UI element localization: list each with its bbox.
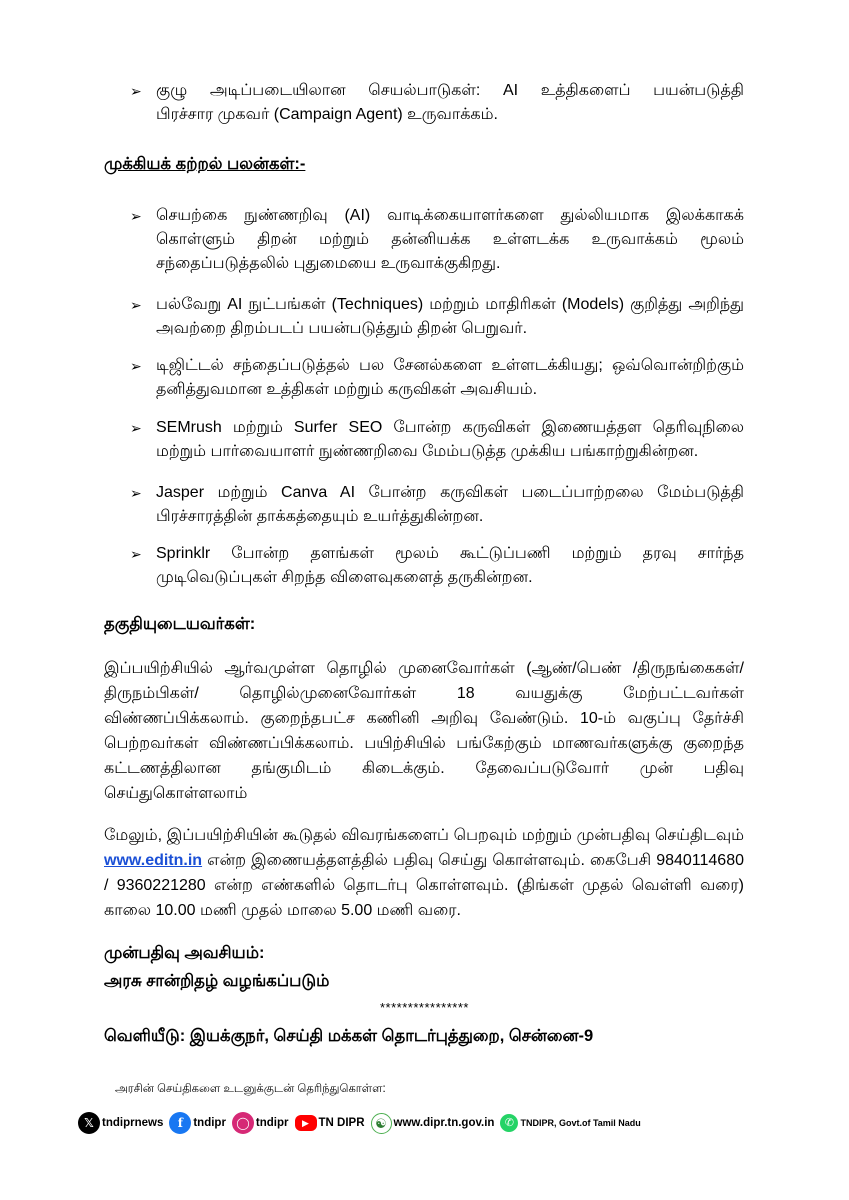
- whatsapp-link[interactable]: ✆ TNDIPR, Govt.of Tamil Nadu: [500, 1114, 640, 1132]
- bullet-text: குழு அடிப்படையிலான செயல்பாடுகள்: AI உத்திகளைப் பயன்படுத்தி பிரச்சார முகவர் (Campaign Agent) உருவாக்கம்.: [156, 82, 744, 123]
- certificate-note: அரசு சான்றிதழ் வழங்கப்படும்: [104, 972, 330, 990]
- team-activity-bullet: [130, 79, 744, 127]
- facebook-icon: f: [169, 1112, 191, 1134]
- release-line: வெளியீடு: இயக்குநர், செய்தி மக்கள் தொடர்புத்துறை, சென்னை-9: [104, 1027, 594, 1045]
- website-link[interactable]: www.editn.in: [104, 852, 203, 869]
- benefit-item-4: ➢ SEMrush மற்றும் Surfer SEO போன்ற கருவிகள் இணையத்தள தெரிவுநிலை மற்றும் பார்வையாளர் நுண்ணறிவை மேம்படுத்த முக்கிய பங்காற்றுகின்றன.: [130, 416, 744, 464]
- eligibility-paragraph: இப்பயிற்சியில் ஆர்வமுள்ள தொழில் முனைவோர்கள் (ஆண்/பெண் /திருநங்கைகள்/ திருநம்பிகள்/ தொழில்முனைவோர்கள் 18 வயதுக்கு மேற்பட்டவர்கள் விண்ணப்பிக்கலாம். குறைந்தபட்ச கணினி அறிவு வேண்டும். 10-ம் வகுப்பு தேர்ச்சி பெற்றவர்கள் விண்ணப்பிக்கலாம். பயிற்சியில் பங்கேற்கும் மாணவர்களுக்கு குறைந்த கட்டணத்திலான தங்குமிடம் கிடைக்கும். தேவைப்படுவோர் முன் பதிவு செய்துகொள்ளலாம்: [104, 660, 744, 802]
- benefit-item-3: ➢ டிஜிட்டல் சந்தைப்படுத்தல் பல சேனல்களை உள்ளடக்கியது; ஒவ்வொன்றிற்கும் தனித்துவமான உத்திகள் மற்றும் கருவிகள் அவசியம்.: [130, 354, 744, 402]
- youtube-icon: ▶: [295, 1115, 317, 1131]
- contact-paragraph: மேலும், இப்பயிற்சியின் கூடுதல் விவரங்களைப் பெறவும் மற்றும் முன்பதிவு செய்திடவும் www.editn.in என்ற இணையத்தளத்தில் பதிவு செய்து கொள்ளவும். கைபேசி 9840114680 / 9360221280 என்ற எண்களில் தொடர்பு கொள்ளவும். (திங்கள் முதல் வெள்ளி வரை) காலை 10.00 மணி முதல் மாலை 5.00 மணி வரை.: [104, 827, 744, 919]
- benefits-heading: முக்கியக் கற்றல் பலன்கள்:-: [104, 155, 306, 173]
- eligibility-heading: தகுதியுடையவர்கள்:: [104, 615, 256, 633]
- website-footer-link[interactable]: ☯ www.dipr.tn.gov.in: [371, 1113, 495, 1134]
- arrow-bullet-icon: ➢: [130, 208, 142, 224]
- arrow-bullet-icon: ➢: [130, 546, 142, 562]
- prereg-heading: முன்பதிவு அவசியம்:: [104, 944, 265, 962]
- social-links-bar: [78, 1111, 647, 1135]
- facebook-link[interactable]: f tndipr: [169, 1112, 226, 1134]
- x-logo-icon: 𝕏: [78, 1112, 100, 1134]
- instagram-link[interactable]: ◯ tndipr: [232, 1112, 289, 1134]
- instagram-icon: ◯: [232, 1112, 254, 1134]
- arrow-bullet-icon: ➢: [130, 485, 142, 501]
- x-link[interactable]: 𝕏 tndiprnews: [78, 1112, 163, 1134]
- whatsapp-icon: ✆: [500, 1114, 518, 1132]
- benefit-item-5: ➢ Jasper மற்றும் Canva AI போன்ற கருவிகள் படைப்பாற்றலை மேம்படுத்தி பிரச்சாரத்தின் தாக்கத்தையும் உயர்த்துகின்றன.: [130, 481, 744, 529]
- arrow-bullet-icon: ➢: [130, 297, 142, 313]
- arrow-bullet-icon: ➢: [130, 83, 142, 99]
- footer-note: அரசின் செய்திகளை உடனுக்குடன் தெரிந்துகொள்ள:: [115, 1083, 386, 1095]
- arrow-bullet-icon: ➢: [130, 420, 142, 436]
- arrow-bullet-icon: ➢: [130, 358, 142, 374]
- benefit-item-6: ➢ Sprinklr போன்ற தளங்கள் மூலம் கூட்டுப்பணி மற்றும் தரவு சார்ந்த முடிவெடுப்புகள் சிறந்த விளைவுகளைத் தருகின்றன.: [130, 542, 744, 590]
- globe-icon: ☯: [371, 1113, 392, 1134]
- benefit-item-1: ➢ செயற்கை நுண்ணறிவு (AI) வாடிக்கையாளர்களை துல்லியமாக இலக்காகக் கொள்ளும் திறன் மற்றும் தன்னியக்க உள்ளடக்க உருவாக்கம் மூலம் சந்தைப்படுத்தலில் புதுமையை உருவாக்குகிறது.: [130, 204, 744, 276]
- youtube-link[interactable]: ▶ TN DIPR: [295, 1115, 365, 1131]
- benefit-item-2: ➢ பல்வேறு AI நுட்பங்கள் (Techniques) மற்றும் மாதிரிகள் (Models) குறித்து அறிந்து அவற்றை திறம்படப் பயன்படுத்தும் திறன் பெறுவர்.: [130, 293, 744, 341]
- separator-stars: ****************: [380, 1000, 469, 1015]
